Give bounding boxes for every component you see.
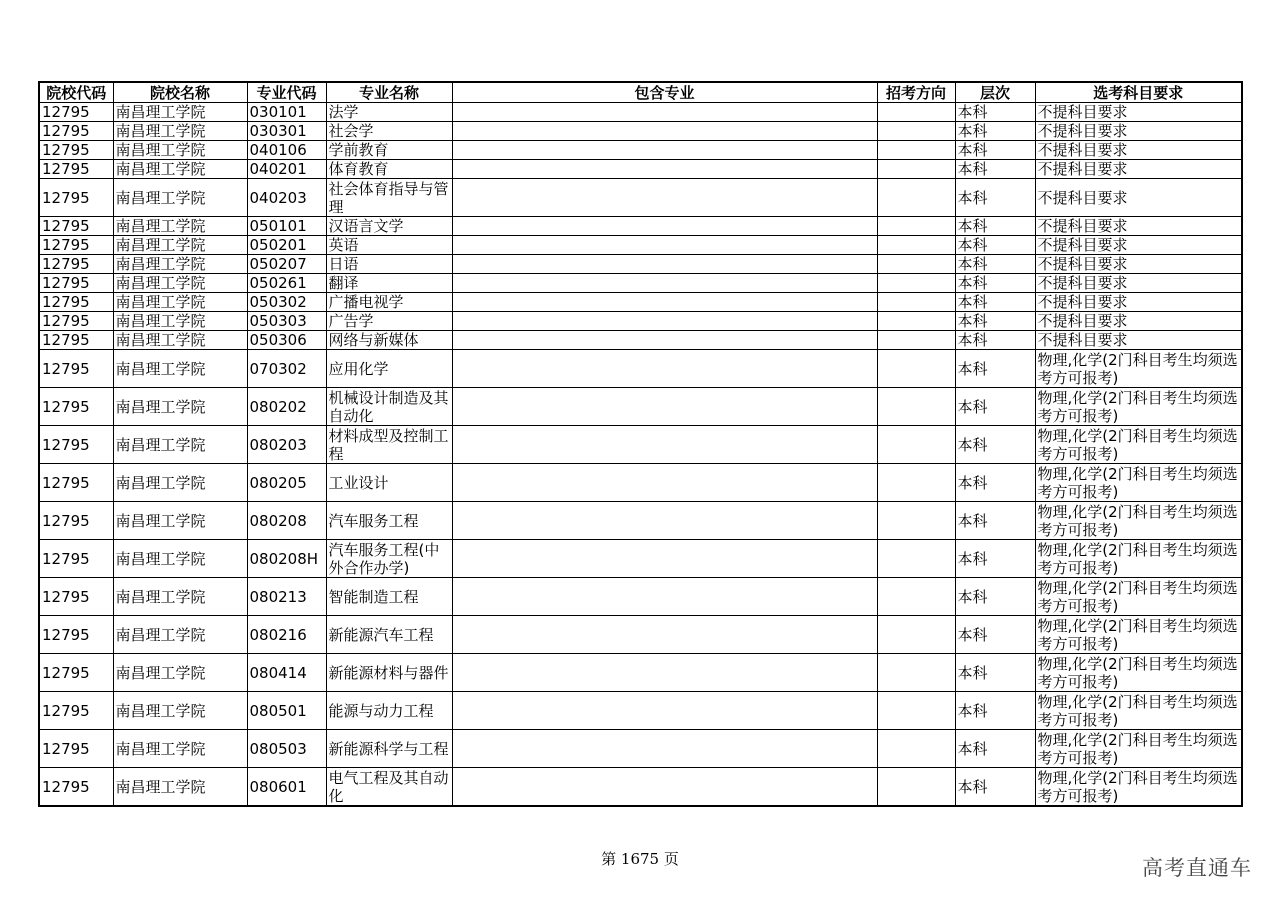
cell-subject-requirement: 不提科目要求 — [1035, 331, 1242, 350]
cell-major-name: 应用化学 — [326, 350, 452, 388]
table-body — [39, 103, 1242, 807]
cell-admission-direction — [877, 654, 955, 692]
cell-major-name: 机械设计制造及其自动化 — [326, 388, 452, 426]
table-row — [39, 350, 1242, 388]
cell-included-majors — [452, 502, 877, 540]
cell-included-majors — [452, 464, 877, 502]
cell-level: 本科 — [955, 464, 1035, 502]
cell-school-name: 南昌理工学院 — [113, 274, 247, 293]
cell-included-majors — [452, 141, 877, 160]
page-number: 第 1675 页 — [601, 850, 679, 868]
cell-subject-requirement: 物理,化学(2门科目考生均须选考方可报考) — [1035, 426, 1242, 464]
cell-school-name: 南昌理工学院 — [113, 179, 247, 217]
cell-school-name: 南昌理工学院 — [113, 768, 247, 807]
cell-admission-direction — [877, 616, 955, 654]
cell-subject-requirement: 不提科目要求 — [1035, 160, 1242, 179]
cell-major-code: 080213 — [247, 578, 326, 616]
cell-major-code: 030301 — [247, 122, 326, 141]
table-row — [39, 274, 1242, 293]
cell-subject-requirement: 不提科目要求 — [1035, 274, 1242, 293]
cell-school-code: 12795 — [39, 217, 113, 236]
table-header-row — [39, 82, 1242, 103]
cell-subject-requirement: 物理,化学(2门科目考生均须选考方可报考) — [1035, 578, 1242, 616]
cell-subject-requirement: 不提科目要求 — [1035, 312, 1242, 331]
cell-school-name: 南昌理工学院 — [113, 616, 247, 654]
cell-school-name: 南昌理工学院 — [113, 350, 247, 388]
cell-major-name: 能源与动力工程 — [326, 692, 452, 730]
cell-school-code: 12795 — [39, 388, 113, 426]
cell-school-code: 12795 — [39, 730, 113, 768]
header-school-code: 院校代码 — [39, 82, 113, 103]
cell-school-code: 12795 — [39, 236, 113, 255]
cell-school-code: 12795 — [39, 654, 113, 692]
cell-school-name: 南昌理工学院 — [113, 692, 247, 730]
cell-level: 本科 — [955, 578, 1035, 616]
cell-admission-direction — [877, 464, 955, 502]
cell-level: 本科 — [955, 730, 1035, 768]
cell-included-majors — [452, 236, 877, 255]
cell-major-code: 080216 — [247, 616, 326, 654]
cell-school-name: 南昌理工学院 — [113, 654, 247, 692]
cell-major-code: 080202 — [247, 388, 326, 426]
cell-included-majors — [452, 578, 877, 616]
cell-subject-requirement: 物理,化学(2门科目考生均须选考方可报考) — [1035, 540, 1242, 578]
cell-subject-requirement: 物理,化学(2门科目考生均须选考方可报考) — [1035, 692, 1242, 730]
cell-school-name: 南昌理工学院 — [113, 578, 247, 616]
table-row — [39, 312, 1242, 331]
cell-subject-requirement: 不提科目要求 — [1035, 179, 1242, 217]
cell-level: 本科 — [955, 217, 1035, 236]
cell-admission-direction — [877, 122, 955, 141]
cell-subject-requirement: 不提科目要求 — [1035, 217, 1242, 236]
table-row — [39, 103, 1242, 122]
cell-major-name: 翻译 — [326, 274, 452, 293]
cell-major-code: 050201 — [247, 236, 326, 255]
cell-admission-direction — [877, 768, 955, 807]
cell-major-name: 网络与新媒体 — [326, 331, 452, 350]
cell-school-code: 12795 — [39, 179, 113, 217]
cell-subject-requirement: 物理,化学(2门科目考生均须选考方可报考) — [1035, 350, 1242, 388]
cell-major-name: 英语 — [326, 236, 452, 255]
cell-level: 本科 — [955, 388, 1035, 426]
cell-school-name: 南昌理工学院 — [113, 312, 247, 331]
cell-school-name: 南昌理工学院 — [113, 502, 247, 540]
cell-major-name: 法学 — [326, 103, 452, 122]
cell-major-code: 030101 — [247, 103, 326, 122]
cell-admission-direction — [877, 578, 955, 616]
cell-included-majors — [452, 331, 877, 350]
cell-school-code: 12795 — [39, 350, 113, 388]
cell-level: 本科 — [955, 768, 1035, 807]
table-row — [39, 540, 1242, 578]
cell-school-code: 12795 — [39, 692, 113, 730]
header-included-majors: 包含专业 — [452, 82, 877, 103]
table-row — [39, 654, 1242, 692]
cell-level: 本科 — [955, 103, 1035, 122]
cell-admission-direction — [877, 312, 955, 331]
cell-major-code: 080601 — [247, 768, 326, 807]
cell-major-name: 材料成型及控制工程 — [326, 426, 452, 464]
cell-admission-direction — [877, 293, 955, 312]
cell-major-code: 050302 — [247, 293, 326, 312]
cell-major-code: 080503 — [247, 730, 326, 768]
cell-major-name: 日语 — [326, 255, 452, 274]
cell-major-name: 电气工程及其自动化 — [326, 768, 452, 807]
cell-school-name: 南昌理工学院 — [113, 426, 247, 464]
cell-level: 本科 — [955, 502, 1035, 540]
table-row — [39, 502, 1242, 540]
cell-school-name: 南昌理工学院 — [113, 236, 247, 255]
cell-admission-direction — [877, 730, 955, 768]
table-row — [39, 464, 1242, 502]
cell-school-code: 12795 — [39, 616, 113, 654]
cell-school-code: 12795 — [39, 122, 113, 141]
cell-included-majors — [452, 730, 877, 768]
cell-admission-direction — [877, 236, 955, 255]
table-row — [39, 293, 1242, 312]
cell-school-name: 南昌理工学院 — [113, 160, 247, 179]
cell-level: 本科 — [955, 312, 1035, 331]
cell-major-name: 广播电视学 — [326, 293, 452, 312]
cell-included-majors — [452, 217, 877, 236]
table-row — [39, 426, 1242, 464]
cell-included-majors — [452, 312, 877, 331]
cell-major-code: 050306 — [247, 331, 326, 350]
table-row — [39, 692, 1242, 730]
cell-level: 本科 — [955, 654, 1035, 692]
cell-included-majors — [452, 293, 877, 312]
cell-admission-direction — [877, 274, 955, 293]
cell-level: 本科 — [955, 293, 1035, 312]
header-admission-direction: 招考方向 — [877, 82, 955, 103]
cell-major-code: 050303 — [247, 312, 326, 331]
cell-major-name: 社会体育指导与管理 — [326, 179, 452, 217]
cell-major-code: 040106 — [247, 141, 326, 160]
table-row — [39, 768, 1242, 807]
cell-major-code: 080208H — [247, 540, 326, 578]
cell-subject-requirement: 物理,化学(2门科目考生均须选考方可报考) — [1035, 502, 1242, 540]
cell-subject-requirement: 物理,化学(2门科目考生均须选考方可报考) — [1035, 388, 1242, 426]
watermark-text: 高考直通车 — [1142, 856, 1252, 880]
cell-included-majors — [452, 350, 877, 388]
header-major-name: 专业名称 — [326, 82, 452, 103]
cell-included-majors — [452, 654, 877, 692]
cell-level: 本科 — [955, 426, 1035, 464]
cell-level: 本科 — [955, 160, 1035, 179]
cell-subject-requirement: 物理,化学(2门科目考生均须选考方可报考) — [1035, 464, 1242, 502]
cell-major-name: 新能源汽车工程 — [326, 616, 452, 654]
cell-admission-direction — [877, 388, 955, 426]
cell-level: 本科 — [955, 331, 1035, 350]
cell-level: 本科 — [955, 122, 1035, 141]
cell-admission-direction — [877, 540, 955, 578]
cell-admission-direction — [877, 217, 955, 236]
cell-level: 本科 — [955, 274, 1035, 293]
cell-subject-requirement: 不提科目要求 — [1035, 122, 1242, 141]
cell-major-name: 汉语言文学 — [326, 217, 452, 236]
cell-included-majors — [452, 616, 877, 654]
cell-subject-requirement: 不提科目要求 — [1035, 293, 1242, 312]
cell-school-name: 南昌理工学院 — [113, 331, 247, 350]
cell-major-name: 智能制造工程 — [326, 578, 452, 616]
cell-included-majors — [452, 103, 877, 122]
cell-major-code: 070302 — [247, 350, 326, 388]
cell-major-name: 新能源材料与器件 — [326, 654, 452, 692]
cell-major-code: 080501 — [247, 692, 326, 730]
cell-level: 本科 — [955, 141, 1035, 160]
cell-school-code: 12795 — [39, 293, 113, 312]
cell-major-name: 体育教育 — [326, 160, 452, 179]
cell-admission-direction — [877, 426, 955, 464]
table-row — [39, 388, 1242, 426]
table-row — [39, 578, 1242, 616]
cell-school-code: 12795 — [39, 331, 113, 350]
cell-school-name: 南昌理工学院 — [113, 103, 247, 122]
cell-school-code: 12795 — [39, 312, 113, 331]
cell-major-name: 广告学 — [326, 312, 452, 331]
cell-admission-direction — [877, 103, 955, 122]
cell-school-code: 12795 — [39, 502, 113, 540]
cell-level: 本科 — [955, 692, 1035, 730]
cell-school-code: 12795 — [39, 141, 113, 160]
table-row — [39, 122, 1242, 141]
cell-school-name: 南昌理工学院 — [113, 730, 247, 768]
cell-level: 本科 — [955, 616, 1035, 654]
cell-school-code: 12795 — [39, 578, 113, 616]
header-level: 层次 — [955, 82, 1035, 103]
cell-school-code: 12795 — [39, 160, 113, 179]
cell-school-code: 12795 — [39, 255, 113, 274]
cell-school-name: 南昌理工学院 — [113, 388, 247, 426]
cell-included-majors — [452, 160, 877, 179]
cell-subject-requirement: 不提科目要求 — [1035, 236, 1242, 255]
header-school-name: 院校名称 — [113, 82, 247, 103]
cell-major-code: 050101 — [247, 217, 326, 236]
cell-major-code: 040201 — [247, 160, 326, 179]
header-subject-requirement: 选考科目要求 — [1035, 82, 1242, 103]
admissions-table-container — [38, 81, 1241, 807]
cell-admission-direction — [877, 350, 955, 388]
cell-included-majors — [452, 122, 877, 141]
table-row — [39, 331, 1242, 350]
cell-school-code: 12795 — [39, 426, 113, 464]
table-row — [39, 141, 1242, 160]
cell-level: 本科 — [955, 255, 1035, 274]
table-row — [39, 179, 1242, 217]
cell-level: 本科 — [955, 540, 1035, 578]
cell-school-name: 南昌理工学院 — [113, 293, 247, 312]
cell-major-code: 080208 — [247, 502, 326, 540]
cell-admission-direction — [877, 141, 955, 160]
cell-major-name: 新能源科学与工程 — [326, 730, 452, 768]
cell-major-name: 工业设计 — [326, 464, 452, 502]
cell-school-name: 南昌理工学院 — [113, 122, 247, 141]
admissions-table — [38, 81, 1243, 807]
cell-school-code: 12795 — [39, 464, 113, 502]
cell-school-name: 南昌理工学院 — [113, 255, 247, 274]
cell-included-majors — [452, 274, 877, 293]
cell-school-name: 南昌理工学院 — [113, 540, 247, 578]
cell-included-majors — [452, 768, 877, 807]
cell-school-name: 南昌理工学院 — [113, 141, 247, 160]
cell-admission-direction — [877, 255, 955, 274]
cell-subject-requirement: 物理,化学(2门科目考生均须选考方可报考) — [1035, 768, 1242, 807]
table-row — [39, 236, 1242, 255]
cell-subject-requirement: 不提科目要求 — [1035, 141, 1242, 160]
cell-included-majors — [452, 692, 877, 730]
table-row — [39, 217, 1242, 236]
cell-major-code: 080205 — [247, 464, 326, 502]
cell-included-majors — [452, 179, 877, 217]
cell-included-majors — [452, 540, 877, 578]
cell-admission-direction — [877, 160, 955, 179]
cell-subject-requirement: 物理,化学(2门科目考生均须选考方可报考) — [1035, 616, 1242, 654]
cell-major-code: 080203 — [247, 426, 326, 464]
cell-school-code: 12795 — [39, 540, 113, 578]
cell-major-code: 050207 — [247, 255, 326, 274]
cell-school-name: 南昌理工学院 — [113, 217, 247, 236]
cell-major-code: 040203 — [247, 179, 326, 217]
header-major-code: 专业代码 — [247, 82, 326, 103]
cell-major-name: 汽车服务工程(中外合作办学) — [326, 540, 452, 578]
cell-subject-requirement: 物理,化学(2门科目考生均须选考方可报考) — [1035, 730, 1242, 768]
cell-level: 本科 — [955, 179, 1035, 217]
cell-school-code: 12795 — [39, 103, 113, 122]
cell-admission-direction — [877, 179, 955, 217]
cell-included-majors — [452, 426, 877, 464]
cell-level: 本科 — [955, 350, 1035, 388]
cell-school-code: 12795 — [39, 768, 113, 807]
cell-major-code: 050261 — [247, 274, 326, 293]
cell-subject-requirement: 不提科目要求 — [1035, 255, 1242, 274]
cell-major-name: 社会学 — [326, 122, 452, 141]
table-row — [39, 255, 1242, 274]
cell-included-majors — [452, 388, 877, 426]
cell-level: 本科 — [955, 236, 1035, 255]
cell-major-name: 汽车服务工程 — [326, 502, 452, 540]
cell-school-name: 南昌理工学院 — [113, 464, 247, 502]
table-row — [39, 616, 1242, 654]
cell-school-code: 12795 — [39, 274, 113, 293]
table-row — [39, 160, 1242, 179]
cell-admission-direction — [877, 331, 955, 350]
cell-included-majors — [452, 255, 877, 274]
cell-admission-direction — [877, 692, 955, 730]
cell-subject-requirement: 物理,化学(2门科目考生均须选考方可报考) — [1035, 654, 1242, 692]
cell-admission-direction — [877, 502, 955, 540]
cell-subject-requirement: 不提科目要求 — [1035, 103, 1242, 122]
table-row — [39, 730, 1242, 768]
cell-major-name: 学前教育 — [326, 141, 452, 160]
cell-major-code: 080414 — [247, 654, 326, 692]
